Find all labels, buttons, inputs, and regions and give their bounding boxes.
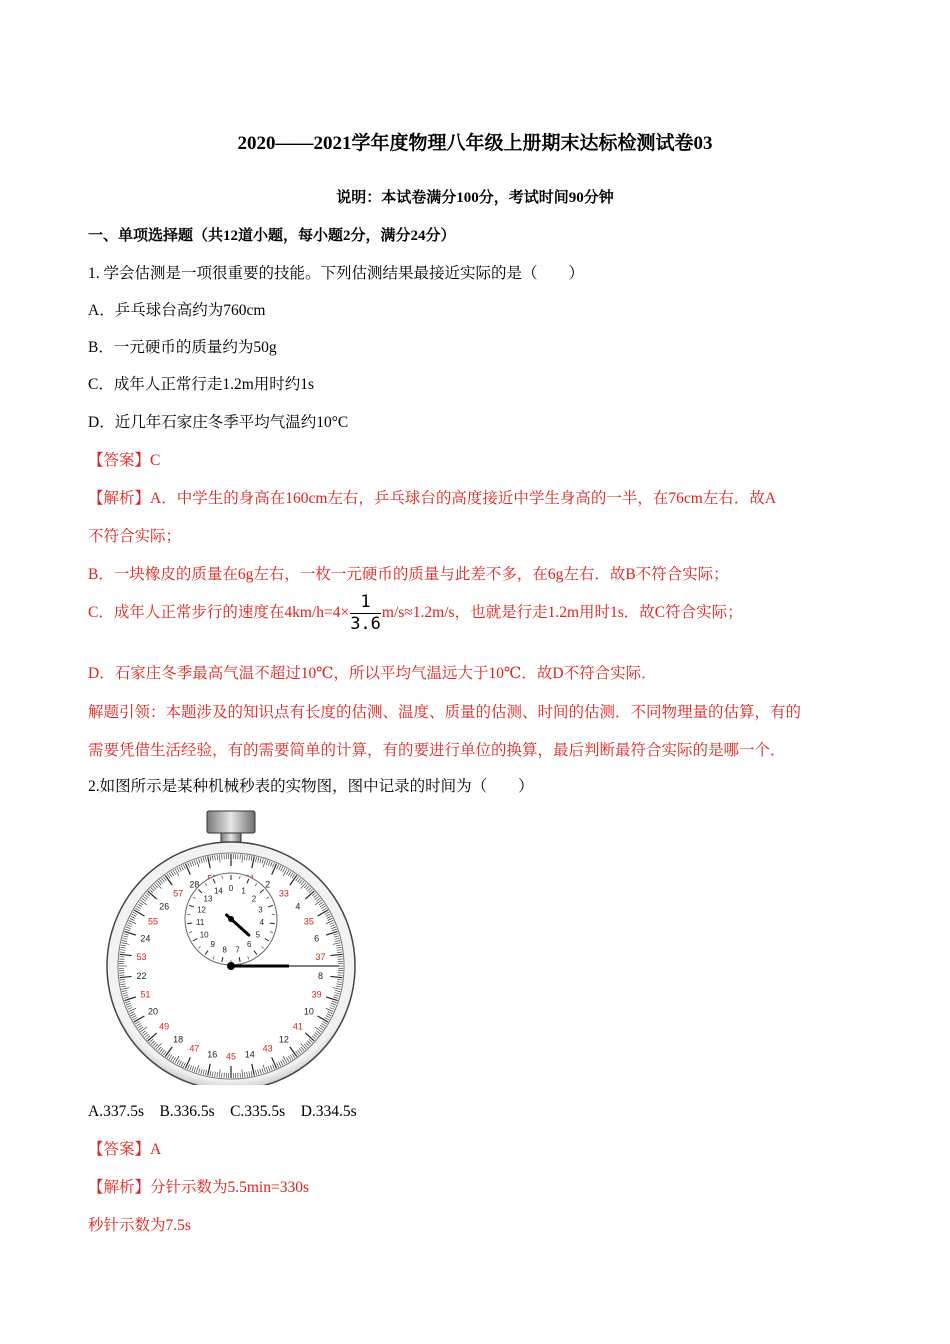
outer-label-black: 14 — [244, 1049, 255, 1060]
subdial-label: 10 — [199, 930, 209, 940]
outer-label-red: 35 — [303, 916, 314, 927]
analysis-c-prefix: C．成年人正常步行的速度在4km/h=4× — [88, 604, 350, 622]
outer-label-black: 22 — [136, 970, 147, 981]
outer-label-black: 2 — [265, 879, 271, 890]
question-1-analysis-d: D．石家庄冬季最高气温不超过10℃，所以平均气温远大于10℃．故D不符合实际． — [88, 665, 657, 682]
outer-label-black: 28 — [189, 879, 200, 890]
subdial-label: 1 — [241, 886, 246, 896]
subdial-tick — [270, 923, 275, 924]
question-1-analysis-c — [88, 594, 743, 633]
question-1-analysis-b: B．一块橡皮的质量在6g左右，一枚一元硬币的质量与此差不多，在6g左右．故B不符合实际； — [88, 566, 729, 583]
question-1-answer: 【答案】C — [88, 452, 161, 469]
outer-label-red: 45 — [225, 1051, 237, 1062]
question-2-analysis: 【解析】分针示数为5.5min=330s — [88, 1179, 310, 1196]
question-1-guide: 解题引领：本题涉及的知识点有长度的估测、温度、质量的估测、时间的估测．不同物理量的估算，有的 — [88, 704, 802, 721]
outer-label-red: 49 — [159, 1021, 170, 1032]
question-1-option-d: D．近几年石家庄冬季平均气温约10°C — [88, 414, 349, 431]
fraction-denominator: 3.6 — [350, 614, 381, 634]
outer-label-red: 37 — [315, 952, 326, 963]
outer-label-red: 57 — [173, 888, 184, 899]
subdial-tick — [187, 923, 192, 924]
subdial-label: 12 — [197, 905, 206, 915]
question-2-options: A.337.5s B.336.5s C.335.5s D.334.5s — [88, 1103, 357, 1120]
question-2-answer: 【答案】A — [88, 1141, 162, 1158]
question-1-option-b: B．一元硬币的质量约为50g — [88, 339, 277, 356]
subdial-label: 0 — [228, 884, 234, 893]
outer-label-black: 16 — [207, 1049, 218, 1060]
subdial-label: 11 — [196, 918, 205, 928]
second-hand-pivot — [227, 962, 235, 970]
outer-label-red: 33 — [278, 888, 289, 899]
outer-label-red: 39 — [311, 989, 322, 1000]
subdial-label: 5 — [255, 930, 261, 940]
outer-label-black: 24 — [140, 933, 151, 944]
outer-label-black: 10 — [303, 1006, 314, 1017]
analysis-c-suffix: m/s≈1.2m/s，也就是行走1.2m用时1s．故C符合实际； — [381, 604, 743, 622]
question-1-analysis-a-cont: 不符合实际； — [88, 528, 182, 545]
outer-label-red: 55 — [148, 916, 159, 927]
minute-hand-pivot — [228, 916, 234, 922]
subdial-label: 8 — [222, 945, 227, 955]
crown-button — [207, 811, 255, 833]
subdial-label: 2 — [251, 894, 257, 904]
section-heading: 一、单项选择题（共12道小题，每小题2分，满分24分） — [88, 228, 456, 244]
question-1-analysis-a: 【解析】A．中学生的身高在160cm左右，乒乓球台的高度接近中学生身高的一半，在76cm左右．故A — [88, 490, 777, 507]
subdial-label: 13 — [203, 894, 213, 904]
exam-instructions: 说明：本试卷满分100分，考试时间90分钟 — [336, 190, 614, 206]
question-1-guide-cont: 需要凭借生活经验，有的需要简单的计算，有的要进行单位的换算，最后判断最符合实际的是哪一个． — [88, 742, 786, 759]
question-1-stem: 1. 学会估测是一项很重要的技能。下列估测结果最接近实际的是（ ） — [88, 265, 585, 282]
fraction — [350, 594, 381, 633]
outer-label-red: 53 — [136, 952, 147, 963]
outer-label-black: 26 — [159, 901, 170, 912]
subdial-label: 9 — [210, 940, 216, 950]
outer-label-black: 6 — [314, 933, 320, 944]
subdial-label: 3 — [258, 905, 263, 915]
stopwatch-figure — [100, 805, 360, 1085]
outer-label-red: 47 — [189, 1043, 200, 1054]
question-1-option-c: C．成年人正常行走1.2m用时约1s — [88, 376, 315, 393]
question-2-stem: 2.如图所示是某种机械秒表的实物图，图中记录的时间为（ ） — [88, 778, 534, 795]
subdial-label: 7 — [235, 945, 240, 955]
outer-label-black: 20 — [148, 1006, 159, 1017]
fraction-numerator: 1 — [350, 594, 381, 614]
outer-label-black: 4 — [295, 901, 301, 912]
outer-label-red: 51 — [140, 989, 151, 1000]
question-2-analysis-cont: 秒针示数为7.5s — [88, 1217, 191, 1234]
outer-label-red: 41 — [292, 1021, 303, 1032]
page-title: 2020——2021学年度物理八年级上册期末达标检测试卷03 — [237, 133, 713, 154]
outer-label-black: 12 — [278, 1034, 289, 1045]
outer-label-black: 18 — [173, 1034, 184, 1045]
outer-label-red: 43 — [262, 1043, 273, 1054]
subdial-label: 14 — [213, 886, 223, 896]
subdial-label: 4 — [259, 918, 265, 928]
question-1-option-a: A．乒乓球台高约为760cm — [88, 302, 266, 319]
subdial-label: 6 — [246, 940, 252, 950]
outer-label-black: 8 — [317, 970, 324, 981]
